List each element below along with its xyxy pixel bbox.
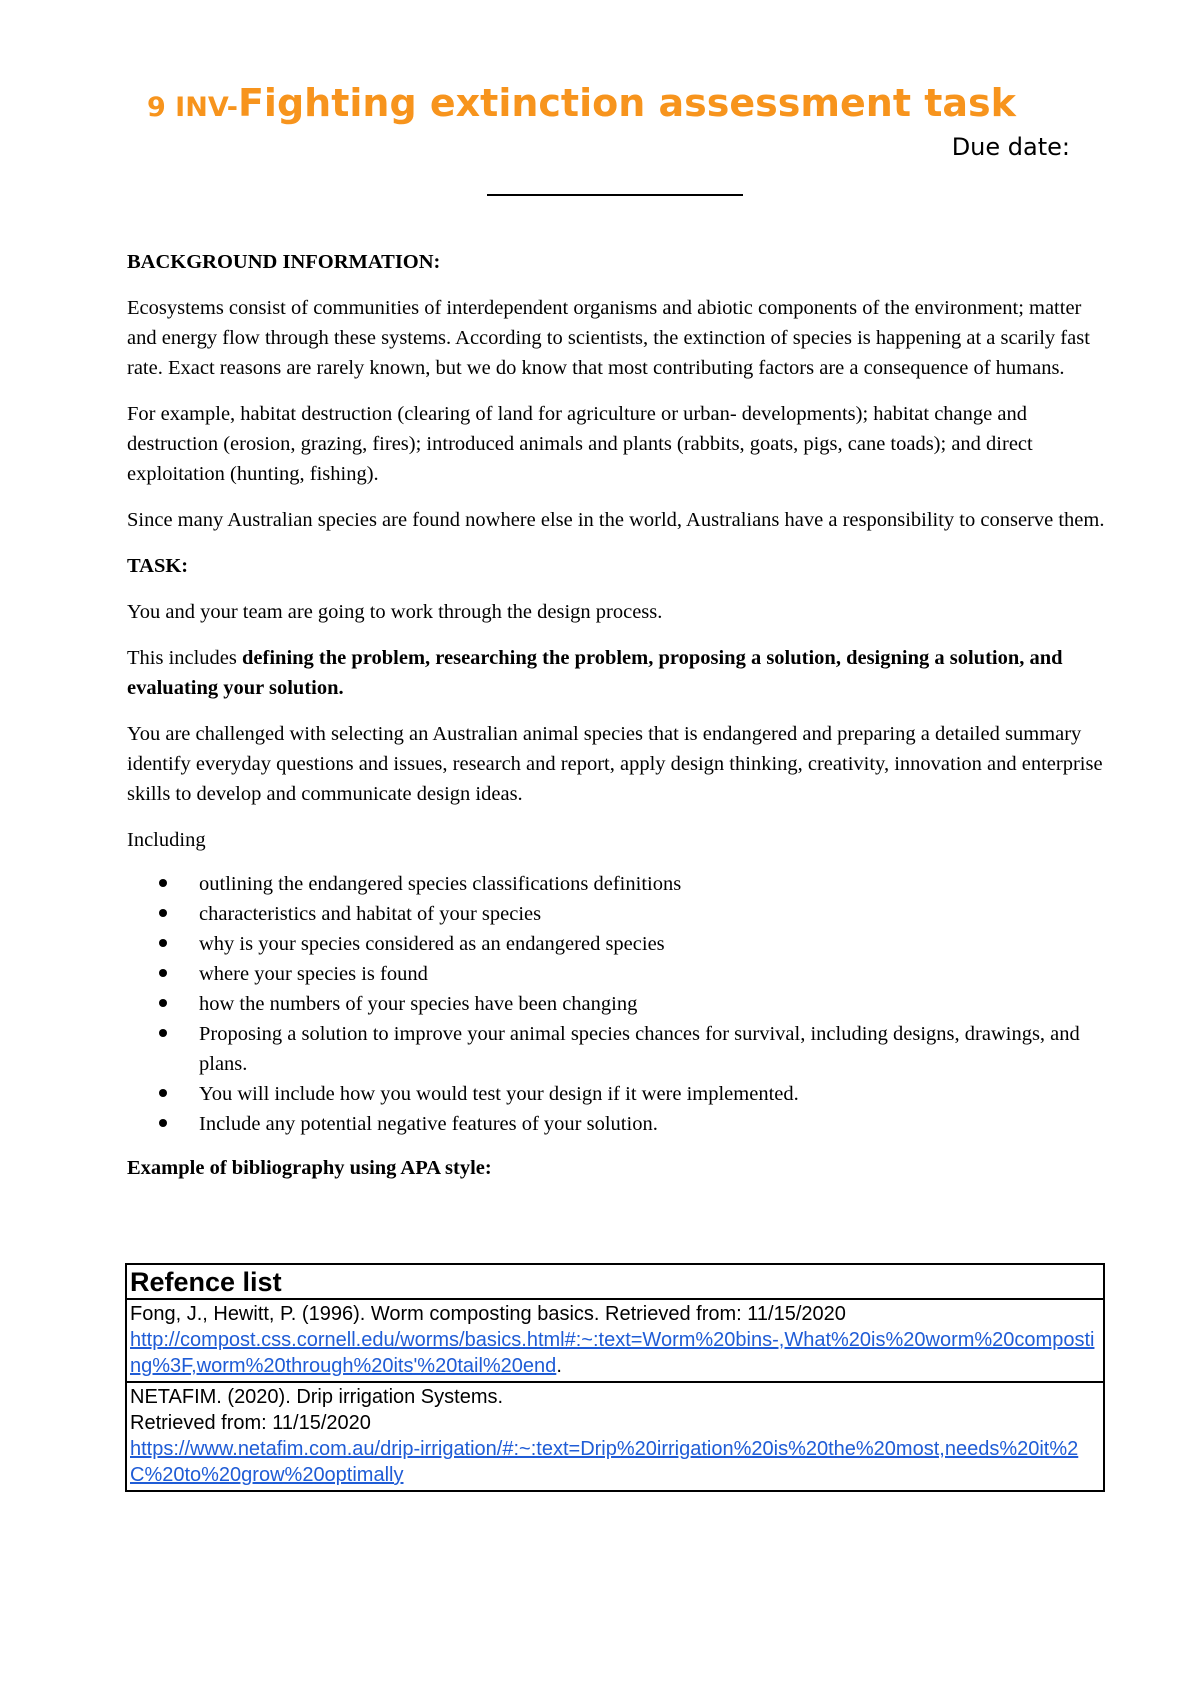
bullet-icon bbox=[159, 969, 167, 977]
list-item-text: where your species is found bbox=[199, 963, 428, 985]
reference-entry-1 bbox=[127, 1300, 1103, 1381]
list-item bbox=[199, 989, 1112, 1019]
task-intro: You and your team are going to work through the design process. bbox=[127, 601, 663, 623]
including-label: Including bbox=[127, 829, 206, 851]
bullet-icon bbox=[159, 939, 167, 947]
list-item-text: Proposing a solution to improve your animal species chances for survival, including designs, drawings, and plans. bbox=[199, 1023, 1080, 1075]
task-requirements-list bbox=[127, 869, 1112, 1139]
reference-list-header: Refence list bbox=[127, 1265, 1103, 1300]
task-includes-paragraph bbox=[127, 643, 1112, 703]
list-item-text: characteristics and habitat of your species bbox=[199, 903, 542, 925]
reference-1-link-line bbox=[130, 1327, 1100, 1379]
list-item bbox=[199, 1079, 1112, 1109]
reference-2-retrieved: Retrieved from: 11/15/2020 bbox=[130, 1412, 371, 1434]
background-heading: BACKGROUND INFORMATION: bbox=[127, 251, 441, 273]
reference-2-link[interactable]: https://www.netafim.com.au/drip-irrigation/#:~:text=Drip%20irrigation%20is%20the%20most,needs%20it%2C%20to%20grow%20optimally bbox=[130, 1438, 1079, 1486]
task-includes-prefix: This includes bbox=[127, 647, 243, 669]
list-item-text: Include any potential negative features of your solution. bbox=[199, 1113, 658, 1135]
list-item bbox=[199, 899, 1112, 929]
task-challenge: You are challenged with selecting an Australian animal species that is endangered and preparing a detailed summary identify everyday questions and issues, research and report, apply design thinking, creativity, innovation and enterprise skills to develop and communicate design ideas. bbox=[127, 723, 1103, 805]
bullet-icon bbox=[159, 1029, 167, 1037]
list-item bbox=[199, 1109, 1112, 1139]
reference-1-link[interactable]: http://compost.css.cornell.edu/worms/basics.html#:~:text=Worm%20bins-,What%20is%20worm%20composting%3F,worm%20through%20its'%20tail%20end bbox=[130, 1329, 1095, 1377]
reference-list-table bbox=[125, 1263, 1105, 1492]
list-item bbox=[199, 929, 1112, 959]
bullet-icon bbox=[159, 999, 167, 1007]
document-title bbox=[147, 81, 1016, 125]
list-item bbox=[199, 869, 1112, 899]
list-item-text: why is your species considered as an endangered species bbox=[199, 933, 665, 955]
reference-1-tail: . bbox=[556, 1355, 562, 1377]
due-date-blank-line bbox=[487, 194, 743, 196]
reference-entry-2 bbox=[127, 1381, 1103, 1490]
bullet-icon bbox=[159, 909, 167, 917]
bullet-icon bbox=[159, 1089, 167, 1097]
task-heading: TASK: bbox=[127, 555, 189, 577]
reference-1-citation: Fong, J., Hewitt, P. (1996). Worm composting basics. Retrieved from: 11/15/2020 bbox=[130, 1303, 846, 1325]
title-main: Fighting extinction assessment task bbox=[237, 81, 1016, 125]
list-item-text: how the numbers of your species have been changing bbox=[199, 993, 638, 1015]
list-item bbox=[199, 1019, 1112, 1079]
due-date-label: Due date: bbox=[951, 133, 1070, 161]
background-paragraph-3: Since many Australian species are found nowhere else in the world, Australians have a responsibility to conserve them. bbox=[127, 509, 1105, 531]
list-item-text: You will include how you would test your design if it were implemented. bbox=[199, 1083, 799, 1105]
task-includes-bold: defining the problem, researching the problem, proposing a solution, designing a solution, and evaluating your solution. bbox=[127, 647, 1063, 699]
list-item-text: outlining the endangered species classifications definitions bbox=[199, 873, 682, 895]
background-paragraph-2: For example, habitat destruction (clearing of land for agriculture or urban- developments); habitat change and destruction (erosion, grazing, fires); introduced animals and plants (rabbits, goats, pigs, cane toads); and direct exploitation (hunting, fishing). bbox=[127, 403, 1033, 485]
bullet-icon bbox=[159, 879, 167, 887]
title-course-code: 9 INV- bbox=[147, 92, 238, 123]
background-paragraph-1: Ecosystems consist of communities of interdependent organisms and abiotic components of the environment; matter and energy flow through these systems. According to scientists, the extinction of species is happening at a scarily fast rate. Exact reasons are rarely known, but we do know that most contributing factors are a consequence of humans. bbox=[127, 297, 1090, 379]
reference-2-link-line bbox=[130, 1436, 1100, 1488]
bibliography-heading: Example of bibliography using APA style: bbox=[127, 1157, 492, 1179]
document-body bbox=[127, 247, 1112, 1199]
bullet-icon bbox=[159, 1119, 167, 1127]
list-item bbox=[199, 959, 1112, 989]
reference-2-citation: NETAFIM. (2020). Drip irrigation Systems. bbox=[130, 1386, 504, 1408]
